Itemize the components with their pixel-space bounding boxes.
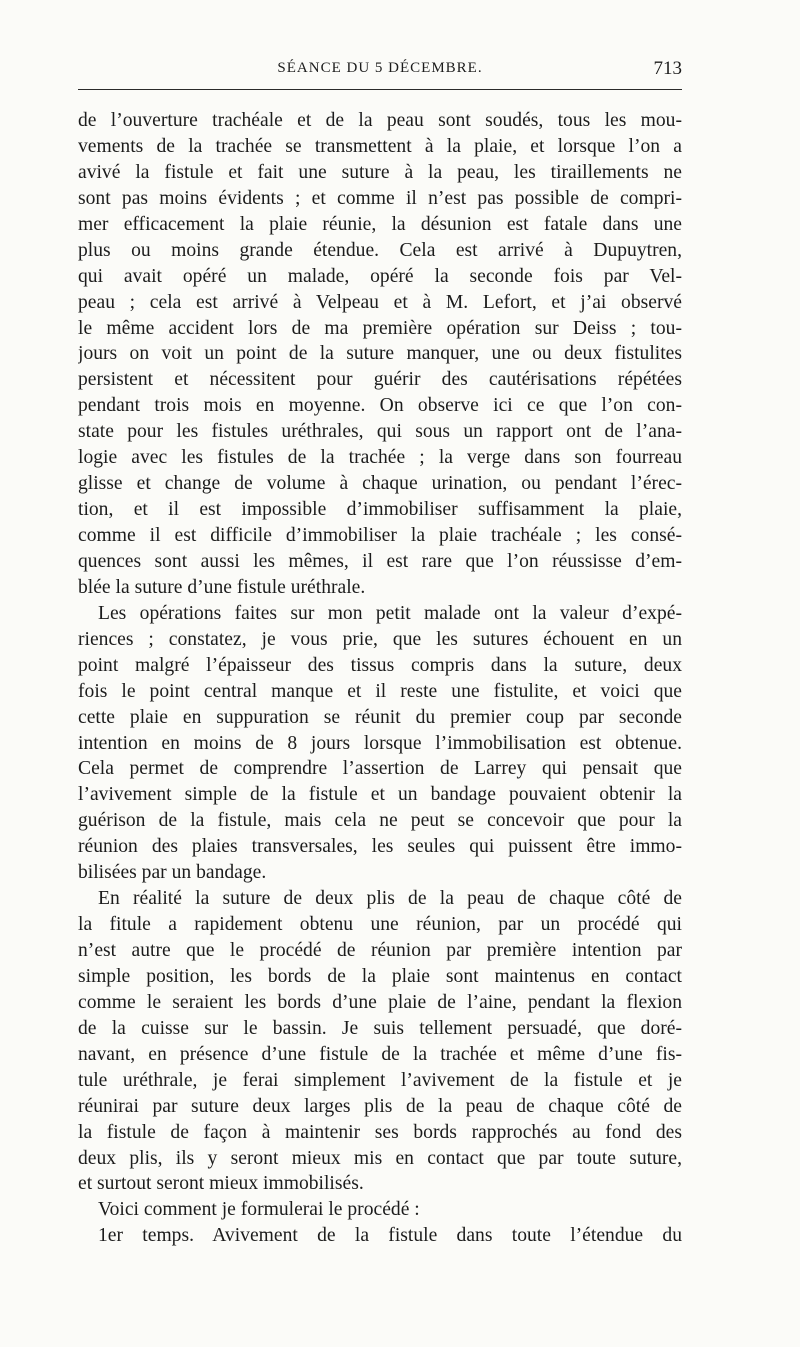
text-line: Les opérations faites sur mon petit malade ont la valeur d’expé- xyxy=(98,602,682,624)
text-line: En réalité la suture de deux plis de la peau de chaque côté de xyxy=(98,888,682,910)
text-line: Voici comment je formulerai le procédé : xyxy=(98,1199,420,1221)
text-line: de la cuisse sur le bassin. Je suis tellement persuadé, que doré- xyxy=(78,1017,682,1039)
text-line: 1er temps. Avivement de la fistule dans toute l’étendue du xyxy=(98,1225,682,1247)
text-line: fois le point central manque et il reste une fistulite, et voici que xyxy=(78,680,682,702)
text-line: sont pas moins évidents ; et comme il n’est pas possible de compri- xyxy=(78,187,682,209)
text-line: simple position, les bords de la plaie sont maintenus en contact xyxy=(78,965,682,987)
text-line: riences ; constatez, je vous prie, que les sutures échouent en un xyxy=(78,628,682,650)
text-line: blée la suture d’une fistule uréthrale. xyxy=(78,576,366,598)
text-line: réunirai par suture deux larges plis de la peau de chaque côté de xyxy=(78,1095,682,1117)
text-line: mer efficacement la plaie réunie, la désunion est fatale dans une xyxy=(78,213,682,235)
text-line: la fitule a rapidement obtenu une réunion, par un procédé qui xyxy=(78,914,682,936)
text-line: persistent et nécessitent pour guérir des cautérisations répétées xyxy=(78,369,682,391)
text-line: tule uréthrale, je ferai simplement l’avivement de la fistule et je xyxy=(78,1069,682,1091)
text-line: bilisées par un bandage. xyxy=(78,862,267,884)
text-line: pendant trois mois en moyenne. On observe ici ce que l’on con- xyxy=(78,395,682,417)
text-line: cette plaie en suppuration se réunit du premier coup par seconde xyxy=(78,706,682,728)
text-line: point malgré l’épaisseur des tissus compris dans la suture, deux xyxy=(78,654,682,676)
running-head xyxy=(78,58,682,86)
text-line: avivé la fistule et fait une suture à la peau, les tiraillements ne xyxy=(78,161,682,183)
text-line: la fistule de façon à maintenir ses bords rapprochés au fond des xyxy=(78,1121,682,1143)
text-line: réunion des plaies transversales, les seules qui puissent être immo- xyxy=(78,836,682,858)
body-text xyxy=(78,108,682,1249)
text-line: glisse et change de volume à chaque urination, ou pendant l’érec- xyxy=(78,473,682,495)
text-line: de l’ouverture trachéale et de la peau sont soudés, tous les mou- xyxy=(78,110,682,131)
text-line: quences sont aussi les mêmes, il est rare que l’on réussisse d’em- xyxy=(78,550,682,572)
text-line: n’est autre que le procédé de réunion par première intention par xyxy=(78,940,682,961)
text-line: plus ou moins grande étendue. Cela est arrivé à Dupuytren, xyxy=(78,239,682,261)
text-line: deux plis, ils y seront mieux mis en contact que par toute suture, xyxy=(78,1147,682,1169)
text-line: intention en moins de 8 jours lorsque l’immobilisation est obtenue. xyxy=(78,732,682,754)
text-line: state pour les fistules uréthrales, qui sous un rapport ont de l’ana- xyxy=(78,421,682,443)
text-line: guérison de la fistule, mais cela ne peut se concevoir que pour la xyxy=(78,810,682,832)
text-line: jours on voit un point de la suture manquer, une ou deux fistulites xyxy=(78,343,682,365)
text-line: et surtout seront mieux immobilisés. xyxy=(78,1173,364,1195)
page-number: 713 xyxy=(653,58,682,79)
text-line: comme il est difficile d’immobiliser la plaie trachéale ; les consé- xyxy=(78,525,682,546)
text-line: tion, et il est impossible d’immobiliser suffisamment la plaie, xyxy=(78,499,682,521)
text-line: le même accident lors de ma première opération sur Deiss ; tou- xyxy=(78,317,682,339)
text-line: peau ; cela est arrivé à Velpeau et à M. Lefort, et j’ai observé xyxy=(78,291,682,313)
running-title: SÉANCE DU 5 DÉCEMBRE. xyxy=(277,60,483,76)
text-line: navant, en présence d’une fistule de la trachée et même d’une fis- xyxy=(78,1043,682,1065)
text-line: qui avait opéré un malade, opéré la seconde fois par Vel- xyxy=(78,265,682,287)
text-line: logie avec les fistules de la trachée ; la verge dans son fourreau xyxy=(78,447,682,469)
text-line: comme le seraient les bords d’une plaie de l’aine, pendant la flexion xyxy=(78,991,682,1013)
text-line: vements de la trachée se transmettent à la plaie, et lorsque l’on a xyxy=(78,135,682,157)
text-line: Cela permet de comprendre l’assertion de Larrey qui pensait que xyxy=(78,758,682,780)
text-line: l’avivement simple de la fistule et un bandage pouvaient obtenir la xyxy=(78,784,682,806)
header-rule xyxy=(78,89,682,90)
